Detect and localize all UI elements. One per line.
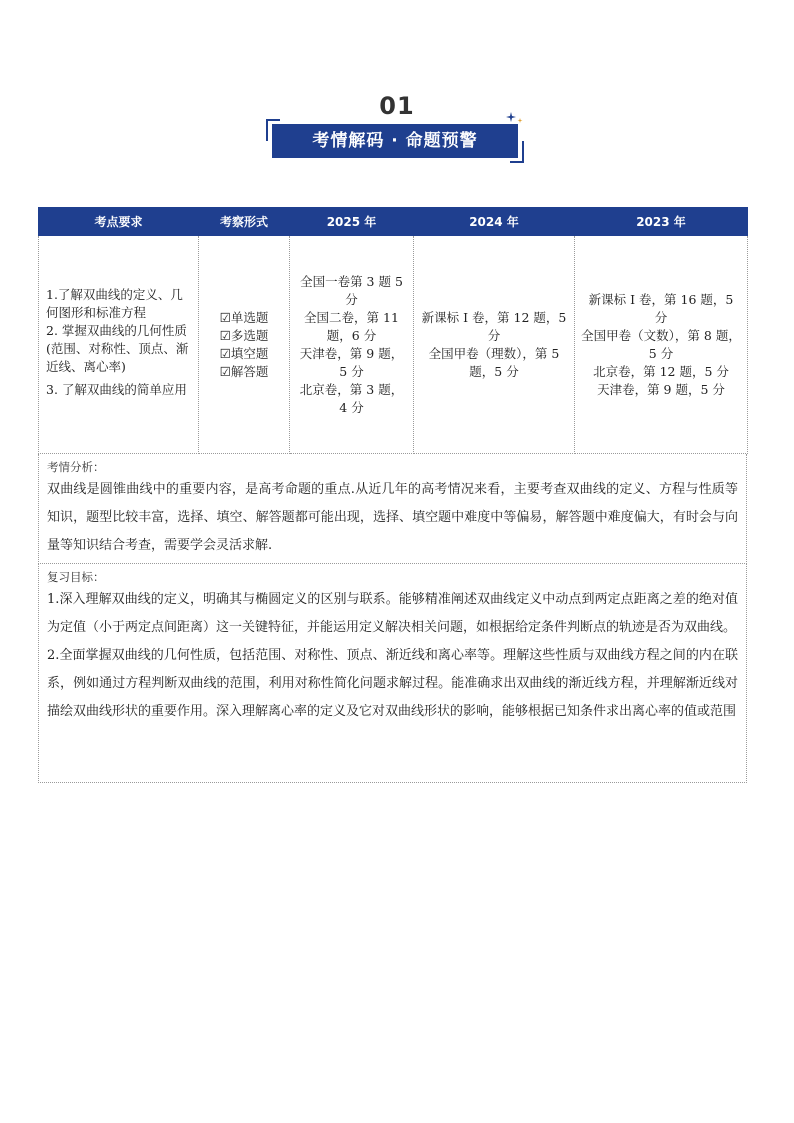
header-2025: 2025 年 (290, 208, 414, 236)
form-item-answer: ☑解答题 (219, 363, 269, 379)
exam-entry: 全国甲卷（文数），第 8 题，5 分 (581, 327, 741, 361)
section-banner (0, 0, 794, 180)
goals-title: 复习目标： (47, 570, 105, 584)
header-requirements: 考点要求 (39, 208, 199, 236)
year-2025-cell (290, 236, 414, 454)
requirements-cell (39, 236, 199, 454)
header-form: 考察形式 (199, 208, 290, 236)
form-item-multi-choice: ☑多选题 (219, 327, 269, 343)
exam-entry: 新课标 I 卷，第 16 题，5 分 (588, 291, 734, 325)
exam-entry: 天津卷，第 9 题，5 分 (299, 345, 404, 379)
form-cell (199, 236, 290, 454)
exam-entry: 全国二卷，第 11 题，6 分 (304, 309, 399, 343)
exam-entry: 北京卷，第 12 题，5 分 (593, 363, 729, 379)
exam-entry: 天津卷，第 9 题，5 分 (597, 381, 725, 397)
analysis-box (38, 454, 747, 564)
requirement-item: 1.了解双曲线的定义、几何图形和标准方程 (46, 286, 183, 320)
section-number: 01 (379, 92, 415, 120)
table-row (39, 236, 748, 454)
exam-entry: 新课标 I 卷，第 12 题，5 分 (421, 309, 567, 343)
analysis-text: 双曲线是圆锥曲线中的重要内容，是高考命题的重点.从近几年的高考情况来看，主要考查双曲线的定义、方程与性质等知识，题型比较丰富，选择、填空、解答题都可能出现，选择、填空题中难度中等偏易，解答题中难度偏大，有时会与向量等知识结合考查，需要学会灵活求解. (47, 482, 738, 553)
form-item-fill-blank: ☑填空题 (219, 345, 269, 361)
goal-item: 2.全面掌握双曲线的几何性质，包括范围、对称性、顶点、渐近线和离心率等。理解这些性质与双曲线方程之间的内在联系，例如通过方程判断双曲线的范围，利用对称性简化问题求解过程。能准确求出双曲线的渐近线方程，并理解渐近线对描绘双曲线形状的重要作用。深入理解离心率的定义及它对双曲线形状的影响，能够根据已知条件求出离心率的值或范围 (47, 648, 738, 719)
exam-entry: 全国甲卷（理数），第 5 题，5 分 (428, 345, 560, 379)
goals-box (38, 564, 747, 783)
exam-entry: 北京卷，第 3 题，4 分 (299, 381, 404, 415)
section-title: 考情解码 · 命题预警 (272, 124, 518, 158)
requirement-item: 3. 了解双曲线的简单应用 (46, 381, 187, 397)
goal-item: 1.深入理解双曲线的定义，明确其与椭圆定义的区别与联系。能够精准阐述双曲线定义中动点到两定点距离之差的绝对值为定值（小于两定点间距离）这一关键特征，并能运用定义解决相关问题，如根据给定条件判断点的轨迹是否为双曲线。 (47, 592, 738, 635)
exam-table (38, 207, 748, 454)
form-item-single-choice: ☑单选题 (219, 309, 269, 325)
header-2024: 2024 年 (414, 208, 575, 236)
header-2023: 2023 年 (575, 208, 748, 236)
requirement-item: 2. 掌握双曲线的几何性质(范围、对称性、顶点、渐近线、离心率) (46, 322, 189, 374)
analysis-title: 考情分析： (47, 460, 105, 474)
exam-entry: 全国一卷第 3 题 5 分 (300, 273, 403, 307)
year-2024-cell (414, 236, 575, 454)
year-2023-cell (575, 236, 748, 454)
table-header-row (39, 208, 748, 236)
